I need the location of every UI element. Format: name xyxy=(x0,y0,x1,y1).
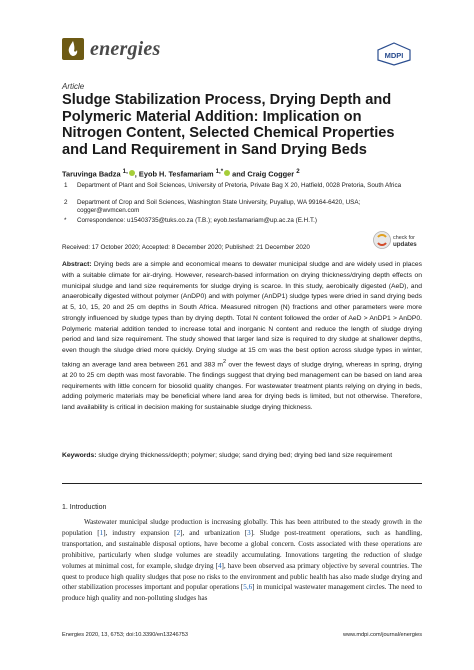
affiliation-number: 2 xyxy=(64,199,68,206)
abstract-label: Abstract: xyxy=(62,261,92,268)
intro-text: ], and urbanization [ xyxy=(180,528,248,537)
author-affiliation-marker: 2 xyxy=(296,168,300,175)
affiliation-number: 1 xyxy=(64,182,68,189)
citation-link[interactable]: 2 xyxy=(176,528,181,537)
flame-icon xyxy=(62,38,84,60)
intro-text: ], have been observed asa primary objective by several countries. The quest to produce high quality sludges that pose no risks to the environment and public health has also made sludge drying and other stabilization processes important and popular operations [ xyxy=(62,561,422,592)
check-for-label: check for xyxy=(393,235,415,241)
article-type: Article xyxy=(62,82,85,91)
intro-text: ]. Sludge post-treatment operations, such as handling, transportation, and sustainable disposal options, have become a global concern. Costs associated with these operations are prohibitive, particularly when sludge volumes are steadily accumulating. Innovations targeting the reduction of sludge volumes at minimal cost, for example, sludge drying [ xyxy=(62,528,422,570)
abstract-superscript: 2 xyxy=(223,358,227,365)
check-for-updates-icon xyxy=(372,229,424,251)
mdpi-logo-icon xyxy=(376,42,412,66)
citation-link[interactable]: 1 xyxy=(99,528,104,537)
updates-label: updates xyxy=(393,241,417,248)
introduction-paragraph xyxy=(62,517,422,604)
affiliation-text: Department of Crop and Soil Sciences, Washington State University, Puyallup, WA 99164-6420, USA; cogger@wvmcen.com xyxy=(77,199,361,215)
intro-text: ], industry expansion [ xyxy=(103,528,177,537)
keywords-label: Keywords: xyxy=(62,452,97,459)
author-affiliation-marker: 1,* xyxy=(215,168,224,175)
journal-name: energies xyxy=(90,38,161,60)
keywords-text: sludge drying thickness/depth; polymer; sludge; sand drying bed; drying bed land size requirement xyxy=(96,452,393,459)
abstract-text: Drying beds are a simple and economical means to dewater municipal sludge and are widely used in places with a suitable climate for air-drying. However, research-based information on drying thickness/drying depth effects on municipal sludge and land size requirements for sludge drying is scarce. In this study, aerobically digested (AeD), and anaerobically digested without polymer (AnDP0) and with polymer (AnDP1) sludge types were dried in sand drying beds at 5, 10, 15, 20 and 25 cm depths in South Africa. Measured nitrogen (N) fractions and other parameters were more strongly influenced by sludge types than by drying depth. Total N content followed the order of AeD > AnDP1 > AnDP0. Polymeric material addition tended to increase total and inorganic N content and reduce the length of sludge drying period and land size requirement. The study showed that larger land size is required to dry sludge at shallower depths, even though the sludge dried more quickly. Drying sludge at 15 cm was the best option across sludge types in winter, taking an average land area between 261 and 383 m xyxy=(62,261,422,368)
abstract-text-continued: over the fewest days of sludge drying, whereas in spring, drying at 20 to 25 cm depth was most favorable. The findings suggest that drying bed management can be based on land area requirements with little concern for biosolid quality changes. For wastewater treatment plants relying on drying in beds, adding polymeric materials may be beneficial where land area for drying beds is limited, but not otherwise. Therefore, land availability is critical in decision making for sustainable sludge drying thickness. xyxy=(62,361,422,411)
intro-text: ] in municipal wastewater management circles. The need to produce high quality and non-polluting sludges has xyxy=(62,583,422,603)
author-list xyxy=(62,168,300,178)
correspondence-text: Correspondence: u15403735@tuks.co.za (T.B.); eyob.tesfamariam@up.ac.za (E.H.T.) xyxy=(77,217,317,224)
citation-link[interactable]: 3 xyxy=(247,528,251,537)
publication-dates: Received: 17 October 2020; Accepted: 8 December 2020; Published: 21 December 2020 xyxy=(62,244,310,251)
publisher-name: MDPI xyxy=(384,51,404,60)
citation-link[interactable]: 4 xyxy=(217,561,222,570)
author-name[interactable]: and Craig Cogger xyxy=(230,169,297,179)
section-divider xyxy=(62,483,422,484)
citation-link[interactable]: 5,6 xyxy=(243,583,253,592)
author-affiliation-marker: 1, xyxy=(122,168,128,175)
keywords xyxy=(62,451,422,461)
author-name[interactable]: , Eyob H. Tesfamariam xyxy=(134,169,216,179)
affiliation-text: Department of Plant and Soil Sciences, University of Pretoria, Private Bag X 20, Hatfield, 0028 Pretoria, South Africa xyxy=(77,182,402,189)
article-title: Sludge Stabilization Process, Drying Depth and Polymeric Material Addition: Implication on Nitrogen Content, Selected Chemical Properties and Land Requirement in Sand Drying Beds xyxy=(62,92,395,158)
journal-logo-icon xyxy=(62,38,84,60)
check-for-updates-badge[interactable] xyxy=(372,229,424,251)
footer-citation: Energies 2020, 13, 6753; doi:10.3390/en13246753 xyxy=(62,632,188,638)
intro-text: Wastewater municipal sludge production is increasing globally. This has been attributed to the steady growth in the population [ xyxy=(62,518,422,537)
correspondence-marker: * xyxy=(64,217,67,224)
footer-journal-url[interactable]: www.mdpi.com/journal/energies xyxy=(343,632,422,638)
author-name[interactable]: Taruvinga Badza xyxy=(62,169,123,179)
section-heading: 1. Introduction xyxy=(62,504,107,511)
abstract xyxy=(62,260,422,414)
